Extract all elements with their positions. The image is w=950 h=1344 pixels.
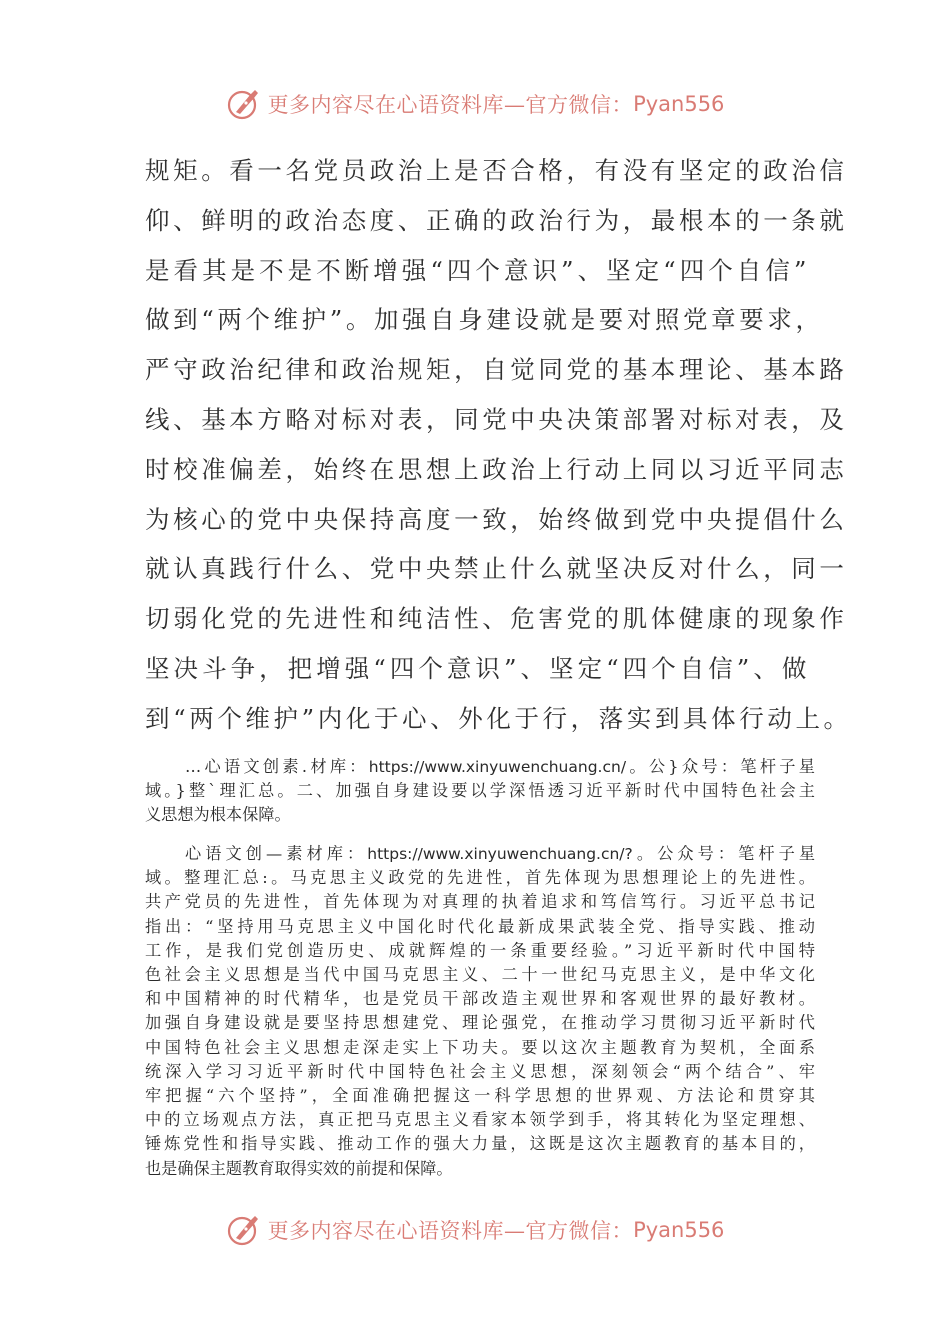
banner-slogan: 更多内容尽在心语资料库—官方微信： — [267, 1219, 634, 1243]
footer-banner — [0, 1208, 950, 1252]
body-line: 色社会主义思想是当代中国马克思主义、二十一世纪马克思主义，是中华文化 — [145, 965, 815, 985]
source-line: 义思想为根本保障。 — [145, 805, 291, 825]
banner-wechat-id: Pyan556 — [633, 92, 725, 116]
body-line: 加强自身建设就是要坚持思想建党、理论强党，在推动学习贯彻习近平新时代 — [145, 1013, 815, 1033]
body-line: 规矩。看一名党员政治上是否合格，有没有坚定的政治信 — [145, 156, 848, 185]
body-line: 工作，是我们党创造历史、成就辉煌的一条重要经验。”习近平新时代中国特 — [145, 940, 815, 960]
body-line: 仰、鲜明的政治态度、正确的政治行为，最根本的一条就 — [145, 205, 848, 235]
source-paragraph-1 — [145, 755, 815, 828]
source-paragraph-2 — [145, 842, 815, 1181]
body-line: 指出：“坚持用马克思主义中国化时代化最新成果武装全党、指导实践、推动 — [145, 916, 815, 936]
source-suffix: 。公}众号：笔杆子星 — [626, 757, 815, 776]
body-line: 牢把握“六个坚持”，全面准确把握这一科学思想的世界观、方法论和贯穿其 — [145, 1086, 815, 1106]
body-line: 就认真践行什么、党中央禁止什么就坚决反对什么，同一 — [145, 554, 848, 584]
pen-nib-circle-icon — [226, 86, 262, 122]
body-line: 切弱化党的先进性和纯洁性、危害党的肌体健康的现象作 — [145, 604, 848, 634]
source-line: 域。}整`理汇总。二、加强自身建设要以学深悟透习近平新时代中国特色社会主 — [145, 781, 815, 801]
source-prefix: …心语文创素.材库： — [185, 757, 369, 776]
body-line: 也是确保主题教育取得实效的前提和保障。 — [145, 1158, 453, 1178]
body-line: 到“两个维护”内化于心、外化于行，落实到具体行动上。 — [145, 703, 852, 733]
body-line: 中国特色社会主义思想走深走实上下功夫。要以这次主题教育为契机，全面系 — [145, 1037, 815, 1057]
source-prefix: 心语文创—素材库： — [185, 844, 368, 863]
source-line — [145, 755, 815, 779]
body-line: 是看其是不是不断增强“四个意识”、坚定“四个自信” — [145, 255, 810, 285]
body-line: 统深入学习习近平新时代中国特色社会主义思想，深刻领会“两个结合”、牢 — [145, 1061, 815, 1081]
main-body-text — [145, 146, 852, 744]
header-banner — [0, 82, 950, 126]
body-line: 域。整理汇总:。马克思主义政党的先进性，首先体现为思想理论上的先进性。 — [145, 868, 815, 888]
source-line — [145, 842, 815, 866]
source-suffix: 。公众号：笔杆子星 — [632, 844, 816, 863]
body-line: 中的立场观点方法，真正把马克思主义看家本领学到手，将其转化为坚定理想、 — [145, 1110, 815, 1130]
banner-slogan: 更多内容尽在心语资料库—官方微信： — [267, 93, 634, 117]
source-url[interactable]: https://www.xinyuwenchuang.cn/ — [368, 758, 627, 776]
body-line: 做到“两个维护”。加强自身建设就是要对照党章要求， — [145, 305, 824, 335]
body-line: 坚决斗争，把增强“四个意识”、坚定“四个自信”、做 — [145, 653, 810, 683]
body-line: 和中国精神的时代精华，也是党员干部改造主观世界和客观世界的最好教材。 — [145, 989, 815, 1009]
body-line: 锤炼党性和指导实践、推动工作的强大力量，这既是这次主题教育的基本目的， — [145, 1134, 815, 1154]
source-url[interactable]: https://www.xinyuwenchuang.cn/? — [367, 845, 633, 863]
body-line: 共产党员的先进性，首先体现为对真理的执着追求和笃信笃行。习近平总书记 — [145, 892, 815, 912]
body-line: 严守政治纪律和政治规矩，自觉同党的基本理论、基本路 — [145, 355, 848, 385]
pen-nib-circle-icon — [226, 1212, 262, 1248]
body-line: 时校准偏差，始终在思想上政治上行动上同以习近平同志 — [145, 454, 848, 484]
banner-wechat-id: Pyan556 — [633, 1218, 725, 1242]
body-line: 为核心的党中央保持高度一致，始终做到党中央提倡什么 — [145, 504, 848, 534]
body-line: 线、基本方略对标对表，同党中央决策部署对标对表，及 — [145, 404, 848, 434]
